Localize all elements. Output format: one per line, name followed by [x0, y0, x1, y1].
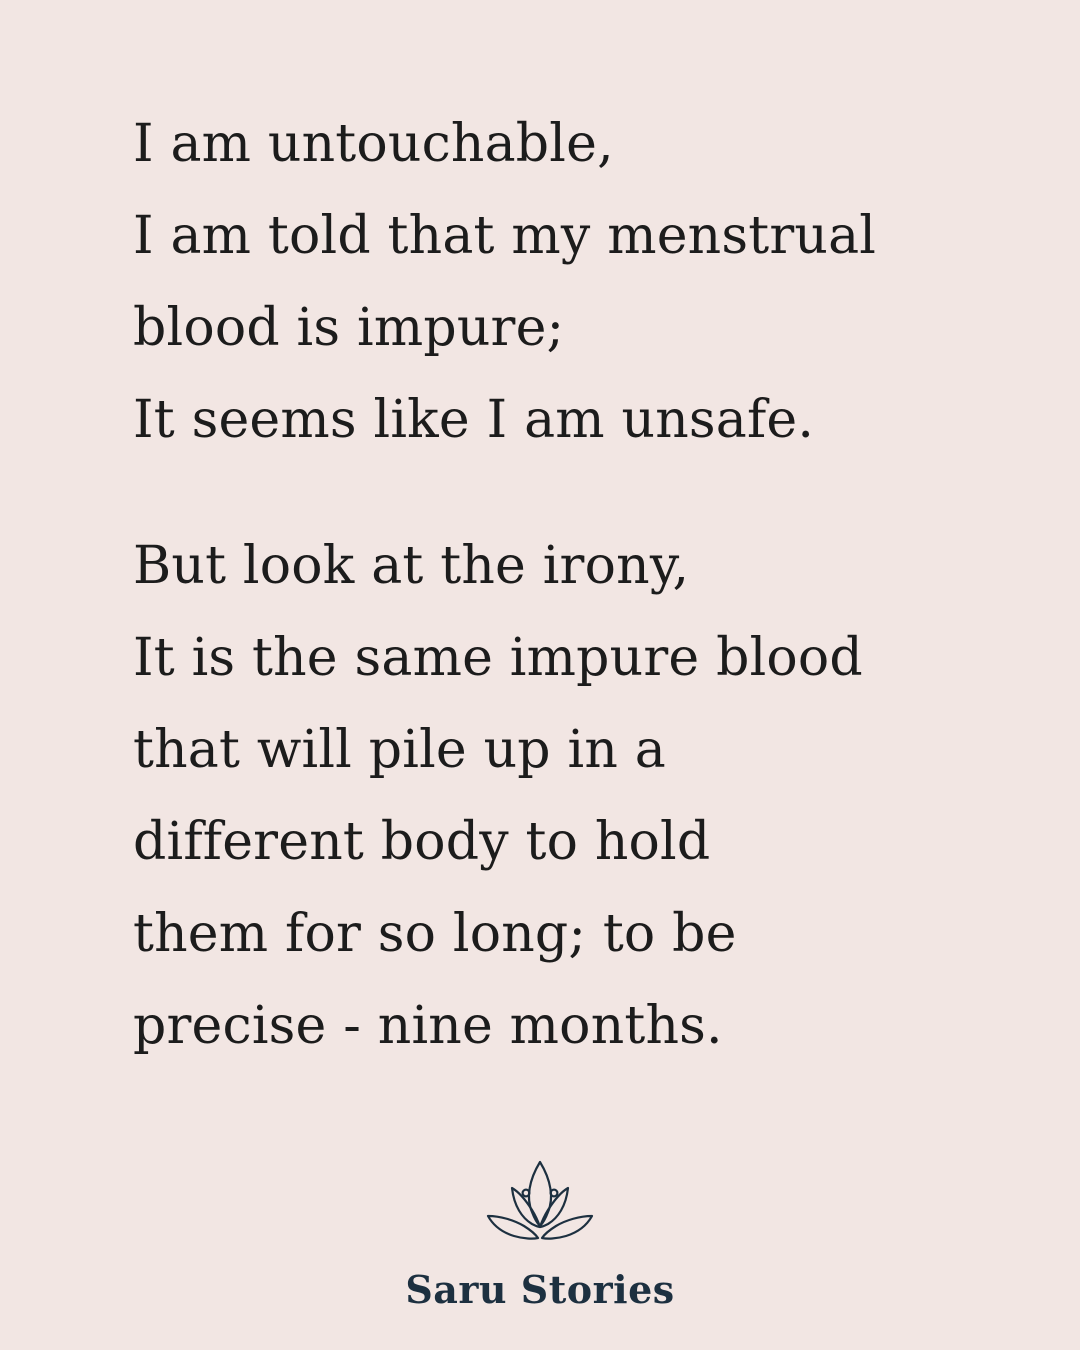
- poem-line: It is the same impure blood: [133, 628, 863, 688]
- brand-signature: [0, 1154, 1080, 1312]
- poem-line: different body to hold: [133, 812, 711, 872]
- brand-name: Saru Stories: [405, 1267, 675, 1312]
- poem-line: blood is impure;: [133, 298, 565, 358]
- poem-line: that will pile up in a: [133, 720, 666, 780]
- poem-line: precise - nine months.: [133, 996, 723, 1056]
- poem-body: [133, 98, 963, 1072]
- poem-line: It seems like I am unsafe.: [133, 390, 815, 450]
- lotus-flower-icon: [474, 1154, 606, 1264]
- poem-stanza: [133, 98, 963, 466]
- poem-line: I am told that my menstrual: [133, 206, 877, 266]
- poem-stanza: [133, 520, 963, 1072]
- poem-line: them for so long; to be: [133, 904, 737, 964]
- poem-line: I am untouchable,: [133, 114, 614, 174]
- poem-line: But look at the irony,: [133, 536, 690, 596]
